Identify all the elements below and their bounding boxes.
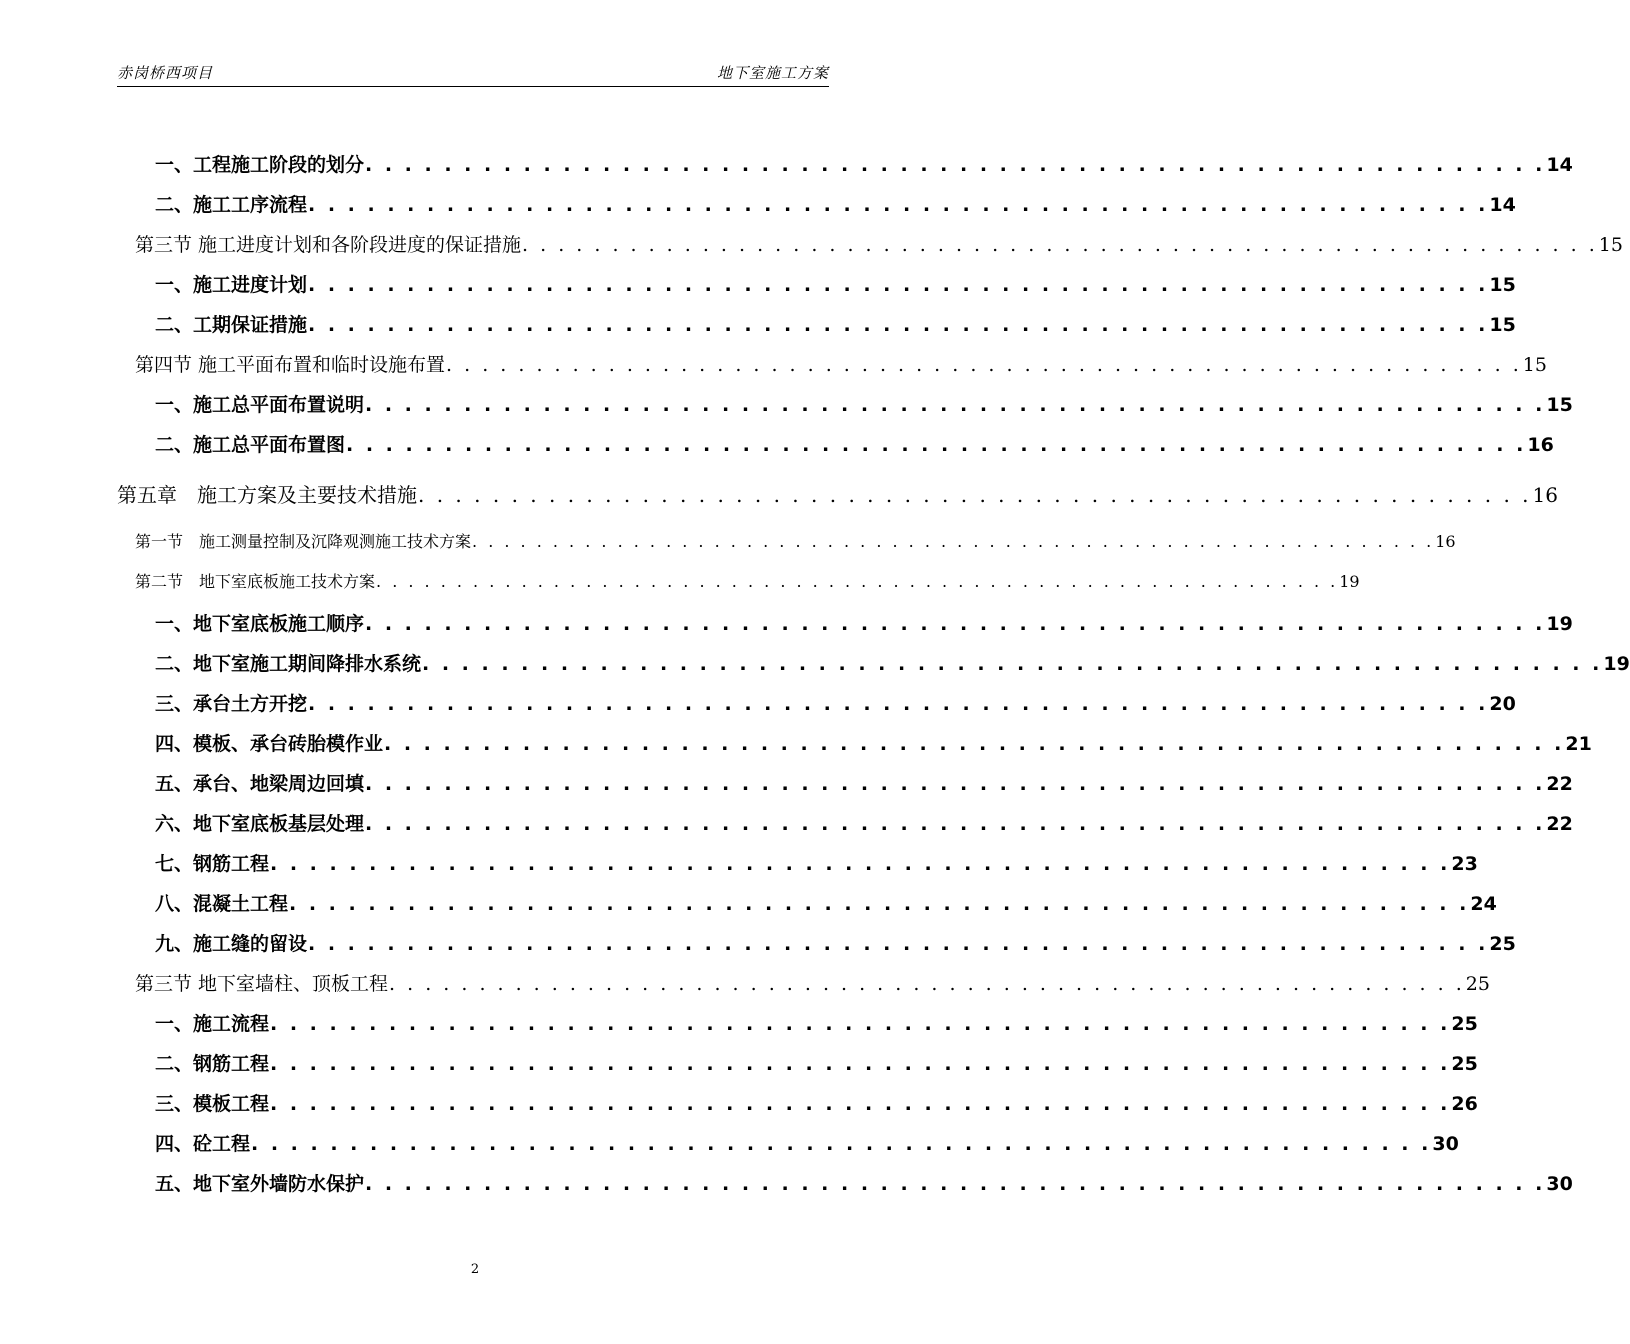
header-document-title: 地下室施工方案	[716, 64, 829, 82]
toc-leader-dots: . . . . . . . . . . . . . . . . . . . . . . . . . . . . . . . . . . . . . . . . . . . . . . . . . . . . . . . . . . . .	[346, 434, 1527, 456]
header-project-name: 赤岗桥西项目	[117, 64, 214, 82]
toc-entry-page: 20	[1489, 693, 1516, 715]
toc-entry[interactable]	[155, 1129, 1459, 1156]
toc-entry[interactable]	[117, 479, 1558, 508]
toc-entry-page: 15	[1546, 394, 1573, 416]
toc-entry-title: 二、钢筋工程	[155, 1053, 270, 1075]
toc-entry[interactable]	[155, 1089, 1478, 1116]
toc-entry-page: 25	[1451, 1013, 1478, 1035]
toc-entry-page: 21	[1565, 733, 1592, 755]
toc-leader-dots: . . . . . . . . . . . . . . . . . . . . . . . . . . . . . . . . . . . . . . . . . . . . . . . . . . . . . . . . . . . .	[308, 933, 1489, 955]
toc-leader-dots: . . . . . . . . . . . . . . . . . . . . . . . . . . . . . . . . . . . . . . . . . . . . . . . . . . . . . . . . . . . .	[289, 893, 1470, 915]
toc-entry-page: 25	[1451, 1053, 1478, 1075]
toc-entry[interactable]	[155, 809, 1573, 836]
toc-entry-page: 23	[1451, 853, 1478, 875]
toc-entry-title: 六、地下室底板基层处理	[155, 813, 365, 835]
toc-leader-dots: . . . . . . . . . . . . . . . . . . . . . . . . . . . . . . . . . . . . . . . . . . . . . . . . . . . . . . . . . . . .	[270, 1053, 1451, 1075]
toc-leader-dots: . . . . . . . . . . . . . . . . . . . . . . . . . . . . . . . . . . . . . . . . . . . . . . . . . . . . . . . . . . . .	[308, 314, 1489, 336]
toc-entry[interactable]	[155, 1169, 1573, 1196]
toc-entry-page: 16	[1435, 532, 1456, 551]
toc-entry-title: 七、钢筋工程	[155, 853, 270, 875]
toc-entry-title: 四、模板、承台砖胎模作业	[155, 733, 384, 755]
toc-entry-page: 16	[1532, 483, 1558, 507]
toc-leader-dots: . . . . . . . . . . . . . . . . . . . . . . . . . . . . . . . . . . . . . . . . . . . . . . . . . . . . . . . . . . . .	[308, 194, 1489, 216]
toc-entry[interactable]	[155, 150, 1573, 177]
toc-entry-title: 二、地下室施工期间降排水系统	[155, 653, 422, 675]
toc-entry-title: 二、施工工序流程	[155, 194, 308, 216]
toc-entry-title: 一、地下室底板施工顺序	[155, 613, 365, 635]
toc-entry-title: 第二节 地下室底板施工技术方案	[135, 572, 376, 591]
page-number: 2	[470, 1262, 480, 1277]
toc-leader-dots: . . . . . . . . . . . . . . . . . . . . . . . . . . . . . . . . . . . . . . . . . . . . . . . . . . . . . . . . . . . .	[446, 354, 1522, 376]
toc-leader-dots: . . . . . . . . . . . . . . . . . . . . . . . . . . . . . . . . . . . . . . . . . . . . . . . . . . . . . . . . . . . .	[365, 394, 1546, 416]
toc-entry[interactable]	[155, 689, 1516, 716]
toc-entry[interactable]	[135, 230, 1623, 257]
toc-entry-page: 14	[1489, 194, 1516, 216]
toc-entry-page: 19	[1603, 653, 1630, 675]
toc-entry-page: 16	[1527, 434, 1554, 456]
toc-entry-title: 一、施工流程	[155, 1013, 270, 1035]
toc-leader-dots: . . . . . . . . . . . . . . . . . . . . . . . . . . . . . . . . . . . . . . . . . . . . . . . . . . . . . . . . . . . .	[422, 653, 1603, 675]
toc-entry-page: 19	[1546, 613, 1573, 635]
toc-entry-page: 30	[1432, 1133, 1459, 1155]
toc-leader-dots: . . . . . . . . . . . . . . . . . . . . . . . . . . . . . . . . . . . . . . . . . . . . . . . . . . . . . . . . . . . .	[365, 613, 1546, 635]
toc-entry-page: 14	[1546, 154, 1573, 176]
toc-entry[interactable]	[155, 729, 1592, 756]
toc-entry-title: 八、混凝土工程	[155, 893, 289, 915]
toc-leader-dots: . . . . . . . . . . . . . . . . . . . . . . . . . . . . . . . . . . . . . . . . . . . . . . . . . . . . . . . . . . . .	[522, 234, 1598, 256]
toc-entry[interactable]	[155, 1049, 1478, 1076]
toc-entry-title: 二、工期保证措施	[155, 314, 308, 336]
toc-entry-page: 25	[1489, 933, 1516, 955]
toc-entry-title: 一、工程施工阶段的划分	[155, 154, 365, 176]
toc-entry-page: 26	[1451, 1093, 1478, 1115]
toc-entry[interactable]	[155, 430, 1554, 457]
toc-leader-dots: . . . . . . . . . . . . . . . . . . . . . . . . . . . . . . . . . . . . . . . . . . . . . . . . . . . . . . . . . . . .	[365, 773, 1546, 795]
toc-entry[interactable]	[155, 1009, 1478, 1036]
toc-leader-dots: . . . . . . . . . . . . . . . . . . . . . . . . . . . . . . . . . . . . . . . . . . . . . . . . . . . . . . . . . . . .	[472, 532, 1435, 551]
toc-entry-title: 三、承台土方开挖	[155, 693, 308, 715]
toc-entry[interactable]	[135, 529, 1456, 552]
toc-entry[interactable]	[155, 310, 1516, 337]
toc-entry-title: 第三节 施工进度计划和各阶段进度的保证措施	[135, 234, 522, 256]
toc-entry-page: 15	[1522, 354, 1547, 376]
toc-entry-page: 24	[1470, 893, 1497, 915]
toc-leader-dots: . . . . . . . . . . . . . . . . . . . . . . . . . . . . . . . . . . . . . . . . . . . . . . . . . . . . . . . . . . . .	[389, 973, 1465, 995]
toc-entry-page: 15	[1489, 314, 1516, 336]
toc-entry-title: 九、施工缝的留设	[155, 933, 308, 955]
toc-entry-title: 一、施工进度计划	[155, 274, 308, 296]
toc-entry[interactable]	[155, 929, 1516, 956]
toc-entry[interactable]	[155, 849, 1478, 876]
toc-leader-dots: . . . . . . . . . . . . . . . . . . . . . . . . . . . . . . . . . . . . . . . . . . . . . . . . . . . . . . . . . . . .	[308, 274, 1489, 296]
toc-entry-title: 第一节 施工测量控制及沉降观测施工技术方案	[135, 532, 472, 551]
toc-entry-title: 四、砼工程	[155, 1133, 251, 1155]
toc-entry[interactable]	[155, 270, 1516, 297]
toc-entry-title: 二、施工总平面布置图	[155, 434, 346, 456]
toc-entry[interactable]	[155, 649, 1630, 676]
toc-entry-page: 25	[1465, 973, 1490, 995]
toc-entry[interactable]	[155, 889, 1497, 916]
toc-leader-dots: . . . . . . . . . . . . . . . . . . . . . . . . . . . . . . . . . . . . . . . . . . . . . . . . . . . . . . . . . . . .	[270, 1093, 1451, 1115]
toc-entry[interactable]	[135, 569, 1360, 592]
toc-entry-title: 一、施工总平面布置说明	[155, 394, 365, 416]
toc-leader-dots: . . . . . . . . . . . . . . . . . . . . . . . . . . . . . . . . . . . . . . . . . . . . . . . . . . . . . . . . . . . .	[251, 1133, 1432, 1155]
toc-entry-title: 第五章 施工方案及主要技术措施	[117, 483, 417, 507]
toc-entry-title: 五、地下室外墙防水保护	[155, 1173, 365, 1195]
toc-entry-title: 五、承台、地梁周边回填	[155, 773, 365, 795]
toc-entry[interactable]	[135, 350, 1547, 377]
toc-entry-title: 第三节 地下室墙柱、顶板工程	[135, 973, 389, 995]
toc-leader-dots: . . . . . . . . . . . . . . . . . . . . . . . . . . . . . . . . . . . . . . . . . . . . . . . . . . . . . . . . . . . .	[270, 1013, 1451, 1035]
toc-leader-dots: . . . . . . . . . . . . . . . . . . . . . . . . . . . . . . . . . . . . . . . . . . . . . . . . . . . . . . . . . . . .	[365, 813, 1546, 835]
toc-leader-dots: . . . . . . . . . . . . . . . . . . . . . . . . . . . . . . . . . . . . . . . . . . . . . . . . . . . . . . . . . . . .	[376, 572, 1339, 591]
page-header	[117, 62, 829, 87]
toc-entry-page: 15	[1598, 234, 1623, 256]
toc-leader-dots: . . . . . . . . . . . . . . . . . . . . . . . . . . . . . . . . . . . . . . . . . . . . . . . . . . . . . . . . . . . .	[308, 693, 1489, 715]
toc-entry[interactable]	[135, 969, 1490, 996]
toc-leader-dots: . . . . . . . . . . . . . . . . . . . . . . . . . . . . . . . . . . . . . . . . . . . . . . . . . . . . . . . . . . . .	[418, 483, 1532, 507]
toc-entry-page: 22	[1546, 773, 1573, 795]
toc-entry[interactable]	[155, 609, 1573, 636]
toc-entry-page: 22	[1546, 813, 1573, 835]
toc-entry-title: 三、模板工程	[155, 1093, 270, 1115]
toc-entry-page: 19	[1339, 572, 1360, 591]
toc-entry[interactable]	[155, 769, 1573, 796]
toc-entry-title: 第四节 施工平面布置和临时设施布置	[135, 354, 446, 376]
toc-entry-page: 15	[1489, 274, 1516, 296]
toc-leader-dots: . . . . . . . . . . . . . . . . . . . . . . . . . . . . . . . . . . . . . . . . . . . . . . . . . . . . . . . . . . . .	[384, 733, 1565, 755]
toc-leader-dots: . . . . . . . . . . . . . . . . . . . . . . . . . . . . . . . . . . . . . . . . . . . . . . . . . . . . . . . . . . . .	[365, 154, 1546, 176]
toc-leader-dots: . . . . . . . . . . . . . . . . . . . . . . . . . . . . . . . . . . . . . . . . . . . . . . . . . . . . . . . . . . . .	[270, 853, 1451, 875]
toc-entry-page: 30	[1546, 1173, 1573, 1195]
toc-entry[interactable]	[155, 190, 1516, 217]
toc-entry[interactable]	[155, 390, 1573, 417]
toc-leader-dots: . . . . . . . . . . . . . . . . . . . . . . . . . . . . . . . . . . . . . . . . . . . . . . . . . . . . . . . . . . . .	[365, 1173, 1546, 1195]
